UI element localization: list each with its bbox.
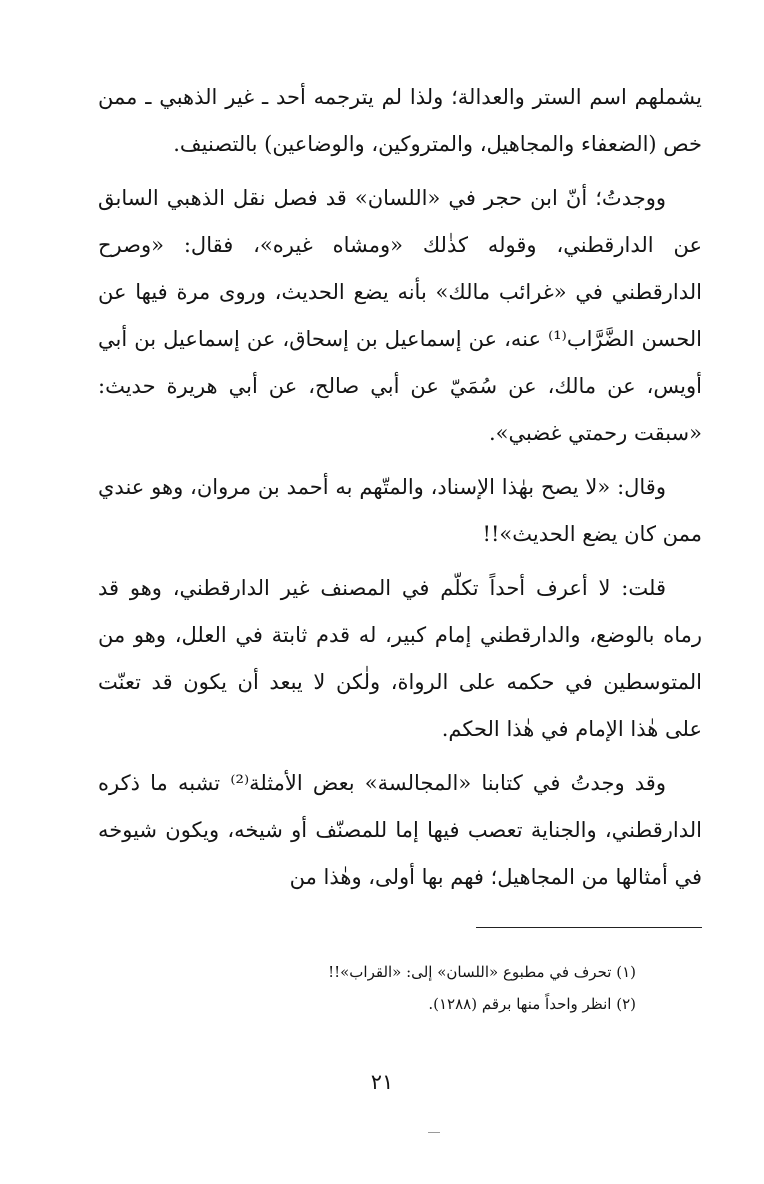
main-text (98, 74, 702, 908)
scan-speck (428, 1132, 440, 1133)
paragraph-5: وقد وجدتُ في كتابنا «المجالسة» بعض الأمثلة⁽²⁾ تشبه ما ذكره الدارقطني، والجناية تعصب فيها إما للمصنّف أو شيخه، ويكون شيوخه في أمثالها من المجاهيل؛ فهم بها أولى، وهٰذا من (98, 771, 702, 889)
footnote-separator (476, 927, 702, 928)
footnotes (98, 956, 702, 1020)
paragraph-1: يشملهم اسم الستر والعدالة؛ ولذا لم يترجمه أحد ـ غير الذهبي ـ ممن خص (الضعفاء والمجاهيل، والمتروكين، والوضاعين) بالتصنيف. (98, 85, 702, 156)
page-number: ٢١ (370, 1070, 394, 1094)
paragraph-3: وقال: «لا يصح بهٰذا الإسناد، والمتّهم به أحمد بن مروان، وهو عندي ممن كان يضع الحديث»!! (98, 475, 702, 546)
paragraph-2: ووجدتُ؛ أنّ ابن حجر في «اللسان» قد فصل نقل الذهبي السابق عن الدارقطني، وقوله كذٰلك «ومشاه غيره»، فقال: «وصرح الدارقطني في «غرائب مالك» بأنه يضع الحديث، وروى مرة فيها عن الحسن الضَّرَّاب⁽¹⁾ عنه، عن إسماعيل بن إسحاق، عن إسماعيل بن أبي أويس، عن مالك، عن سُمَيّ عن أبي صالح، عن أبي هريرة حديث: «سبقت رحمتي غضبي». (98, 186, 702, 445)
footnote-2: (٢) انظر واحداً منها برقم (١٢٨٨). (428, 995, 636, 1013)
paragraph-4: قلت: لا أعرف أحداً تكلّم في المصنف غير الدارقطني، وهو قد رماه بالوضع، والدارقطني إمام كبير، له قدم ثابتة في العلل، وهو من المتوسطين في حكمه على الرواة، ولٰكن لا يبعد أن يكون قد تعنّت على هٰذا الإمام في هٰذا الحكم. (98, 576, 702, 741)
footnote-1: (١) تحرف في مطبوع «اللسان» إلى: «القراب»!! (328, 963, 636, 981)
